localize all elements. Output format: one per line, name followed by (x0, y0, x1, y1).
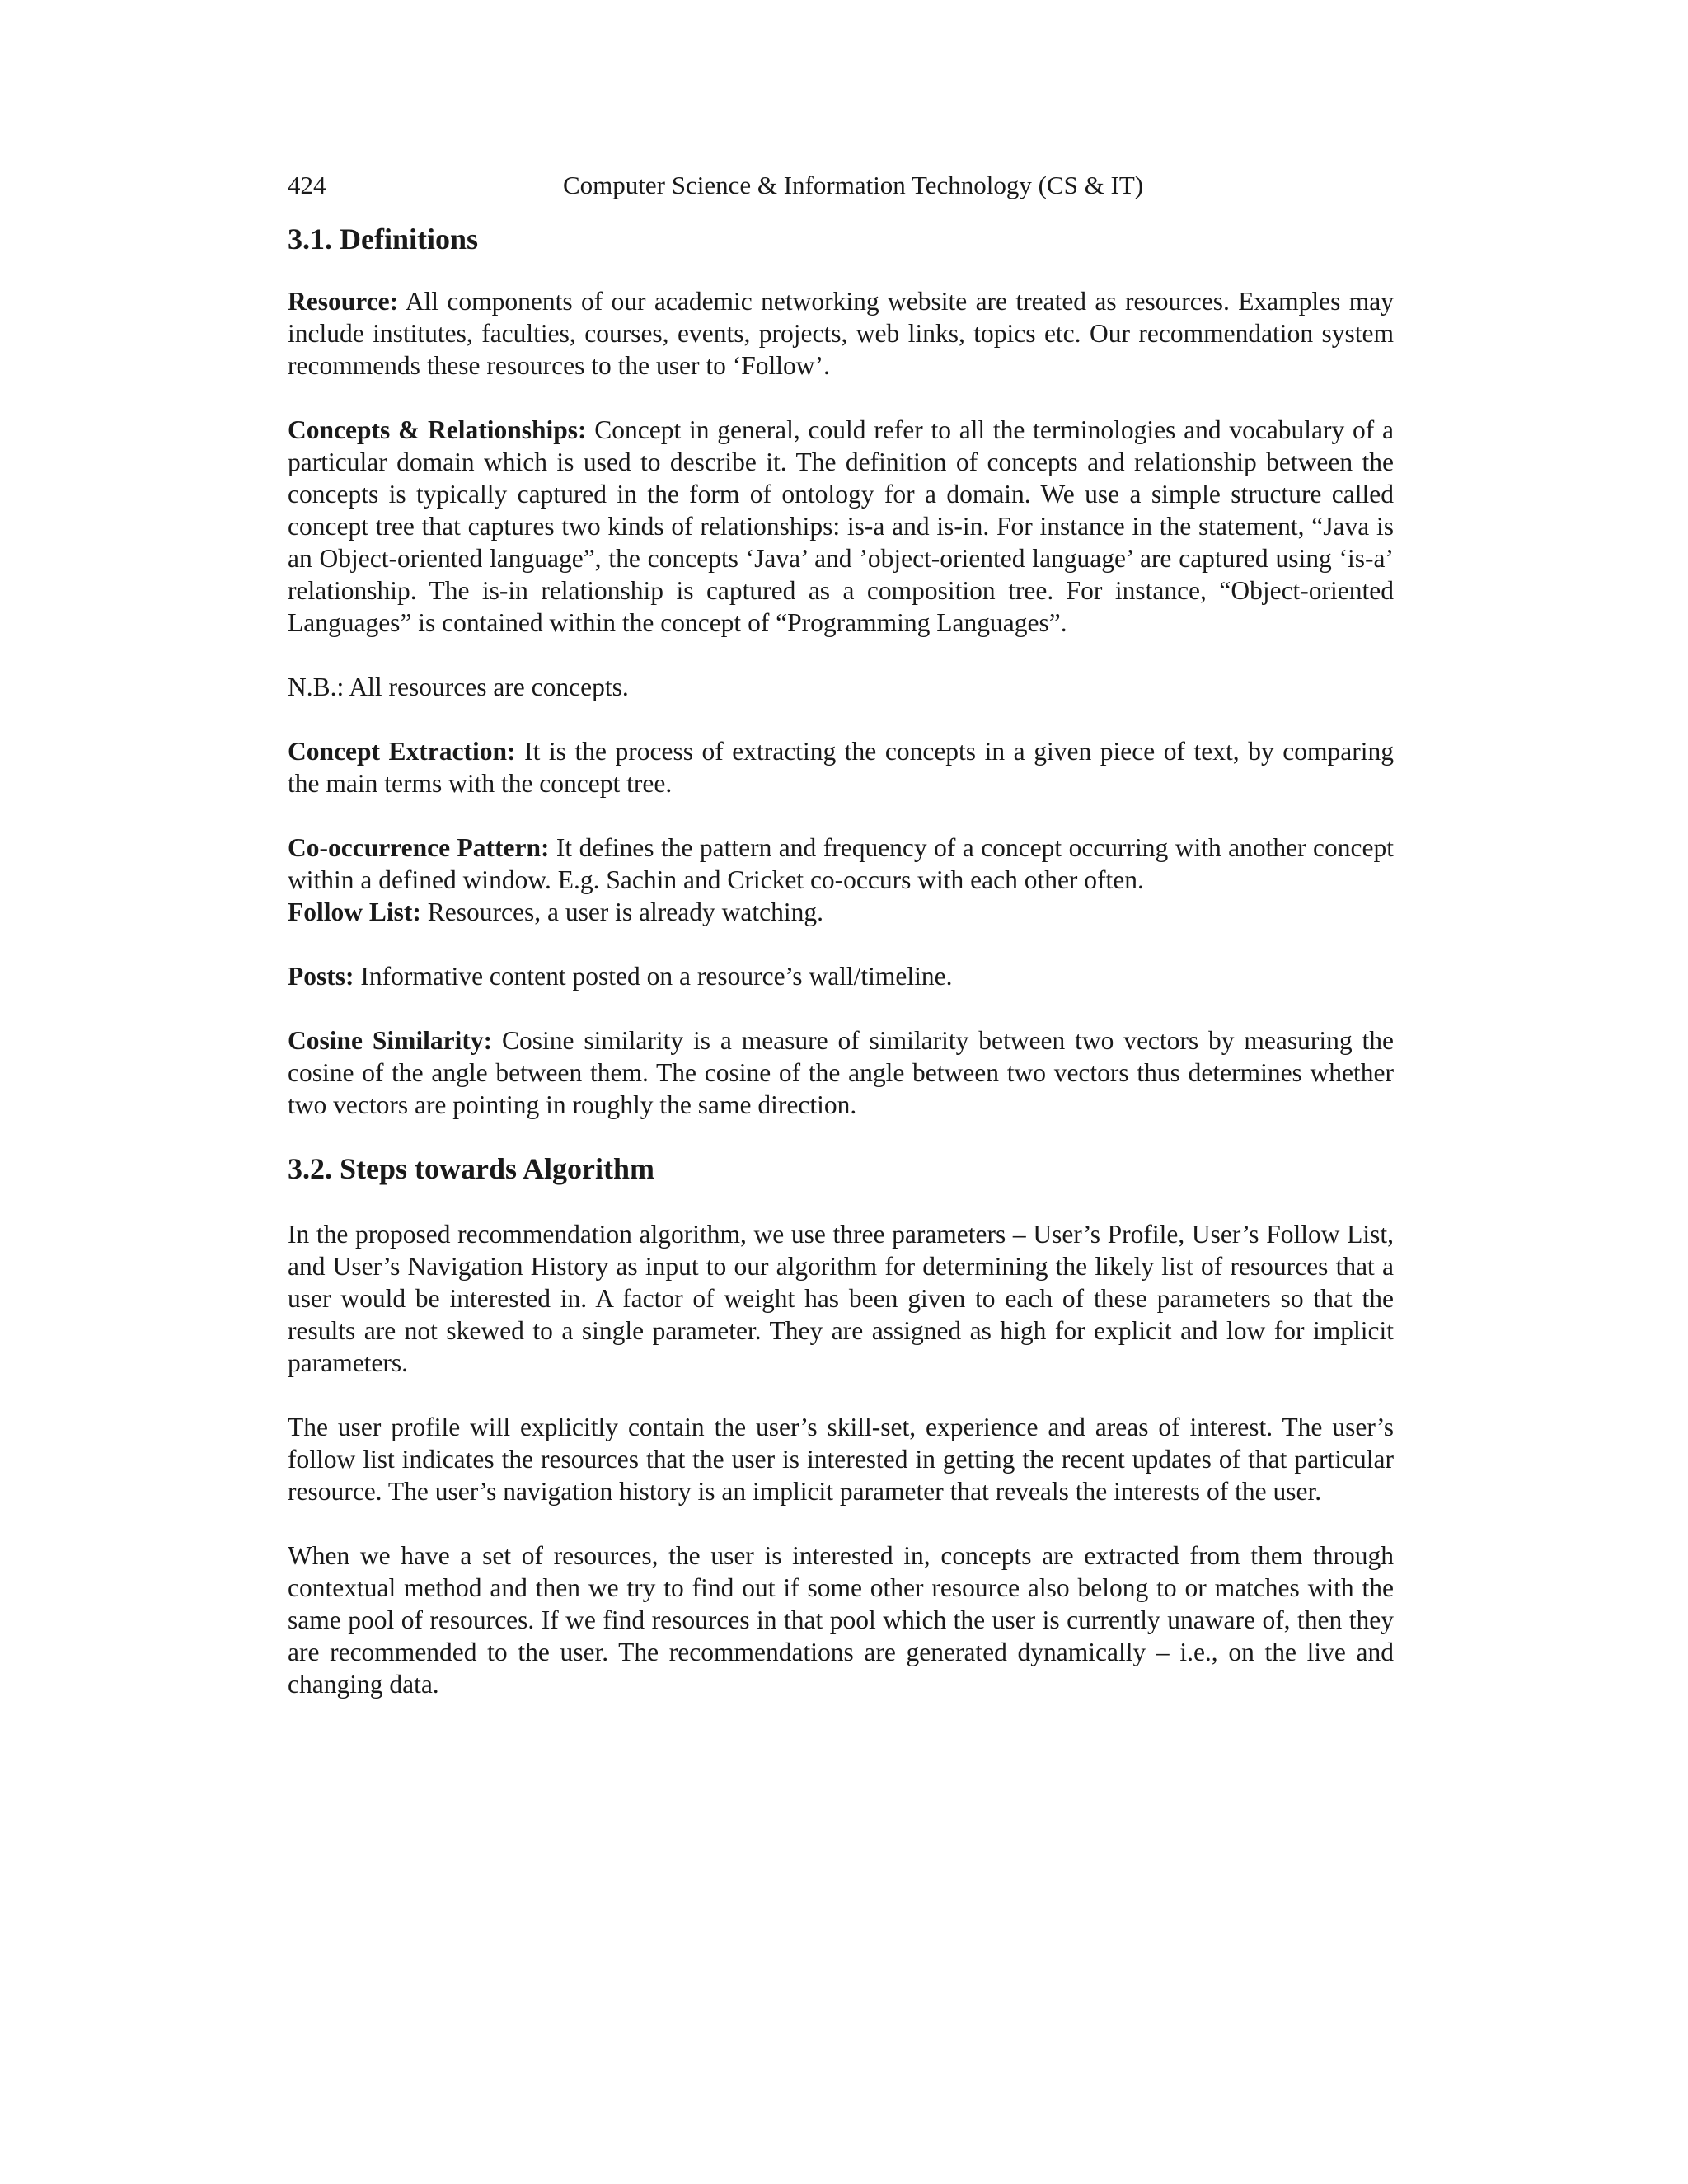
definition-co-occurrence-pattern (288, 832, 1394, 896)
paper-page (288, 165, 1394, 1732)
definition-text: It defines the pattern and frequency of a concept occurring with another concept within a defined window. E.g. Sachin and Cricket co-occurs with each other often. (288, 833, 1394, 894)
definition-text: It is the process of extracting the concepts in a given piece of text, by comparing the main terms with the concept tree. (288, 737, 1394, 798)
definition-text: Concept in general, could refer to all the terminologies and vocabulary of a particular domain which is used to describe it. The definition of concepts and relationship between the concepts is typically captured in the form of ontology for a domain. We use a simple structure called concept tree that captures two kinds of relationships: is-a and is-in. For instance in the statement, “Java is an Object-oriented language”, the concepts ‘Java’ and ’object-oriented language’ are captured using ‘is-a’ relationship. The is-in relationship is captured as a composition tree. For instance, “Object-oriented Languages” is contained within the concept of “Programming Languages”. (288, 415, 1394, 637)
term-label: Follow List: (288, 898, 421, 926)
body-paragraph: The user profile will explicitly contain the user’s skill-set, experience and areas of interest. The user’s follow list indicates the resources that the user is interested in getting the recent updates of that particular resource. The user’s navigation history is an implicit parameter that reveals the interests of the user. (288, 1413, 1394, 1506)
section-heading-definitions: 3.1. Definitions (288, 223, 479, 255)
definition-concepts-relationships (288, 414, 1394, 639)
definition-posts (288, 960, 1394, 992)
definition-concept-extraction (288, 735, 1394, 799)
term-label: Concept Extraction: (288, 737, 516, 766)
term-label: Co-occurrence Pattern: (288, 833, 550, 862)
term-label: Resource: (288, 287, 399, 316)
definition-text: Informative content posted on a resource’s wall/timeline. (354, 962, 953, 991)
definition-follow-list (288, 896, 1394, 928)
body-paragraph: When we have a set of resources, the user is interested in, concepts are extracted from them through contextual method and then we try to find out if some other resource also belong to or matches with the same pool of resources. If we find resources in that pool which the user is currently unaware of, then they are recommended to the user. The recommendations are generated dynamically – i.e., on the live and changing data. (288, 1541, 1394, 1699)
term-label: Cosine Similarity: (288, 1026, 493, 1055)
definition-resource (288, 285, 1394, 382)
definition-text: Resources, a user is already watching. (420, 898, 823, 926)
body-paragraph: In the proposed recommendation algorithm, we use three parameters – User’s Profile, User’s Follow List, and User’s Navigation History as input to our algorithm for determining the likely list of resources that a user would be interested in. A factor of weight has been given to each of these parameters so that the results are not skewed to a single parameter. They are assigned as high for explicit and low for implicit parameters. (288, 1220, 1394, 1377)
definition-cosine-similarity (288, 1024, 1394, 1121)
note-all-resources-concepts: N.B.: All resources are concepts. (288, 673, 629, 701)
running-header (288, 165, 1394, 206)
definition-text: All components of our academic networking website are treated as resources. Examples may include institutes, faculties, courses, events, projects, web links, topics etc. Our recommendation system recommends these resources to the user to ‘Follow’. (288, 287, 1394, 380)
term-label: Concepts & Relationships: (288, 415, 587, 444)
term-label: Posts: (288, 962, 354, 991)
section-heading-steps-towards-algorithm: 3.2. Steps towards Algorithm (288, 1152, 655, 1185)
definition-text: Cosine similarity is a measure of similarity between two vectors by measuring the cosine of the angle between them. The cosine of the angle between two vectors thus determines whether two vectors are pointing in roughly the same direction. (288, 1026, 1394, 1119)
journal-title: Computer Science & Information Technology (CS & IT) (563, 171, 1144, 199)
page-number: 424 (288, 171, 326, 199)
